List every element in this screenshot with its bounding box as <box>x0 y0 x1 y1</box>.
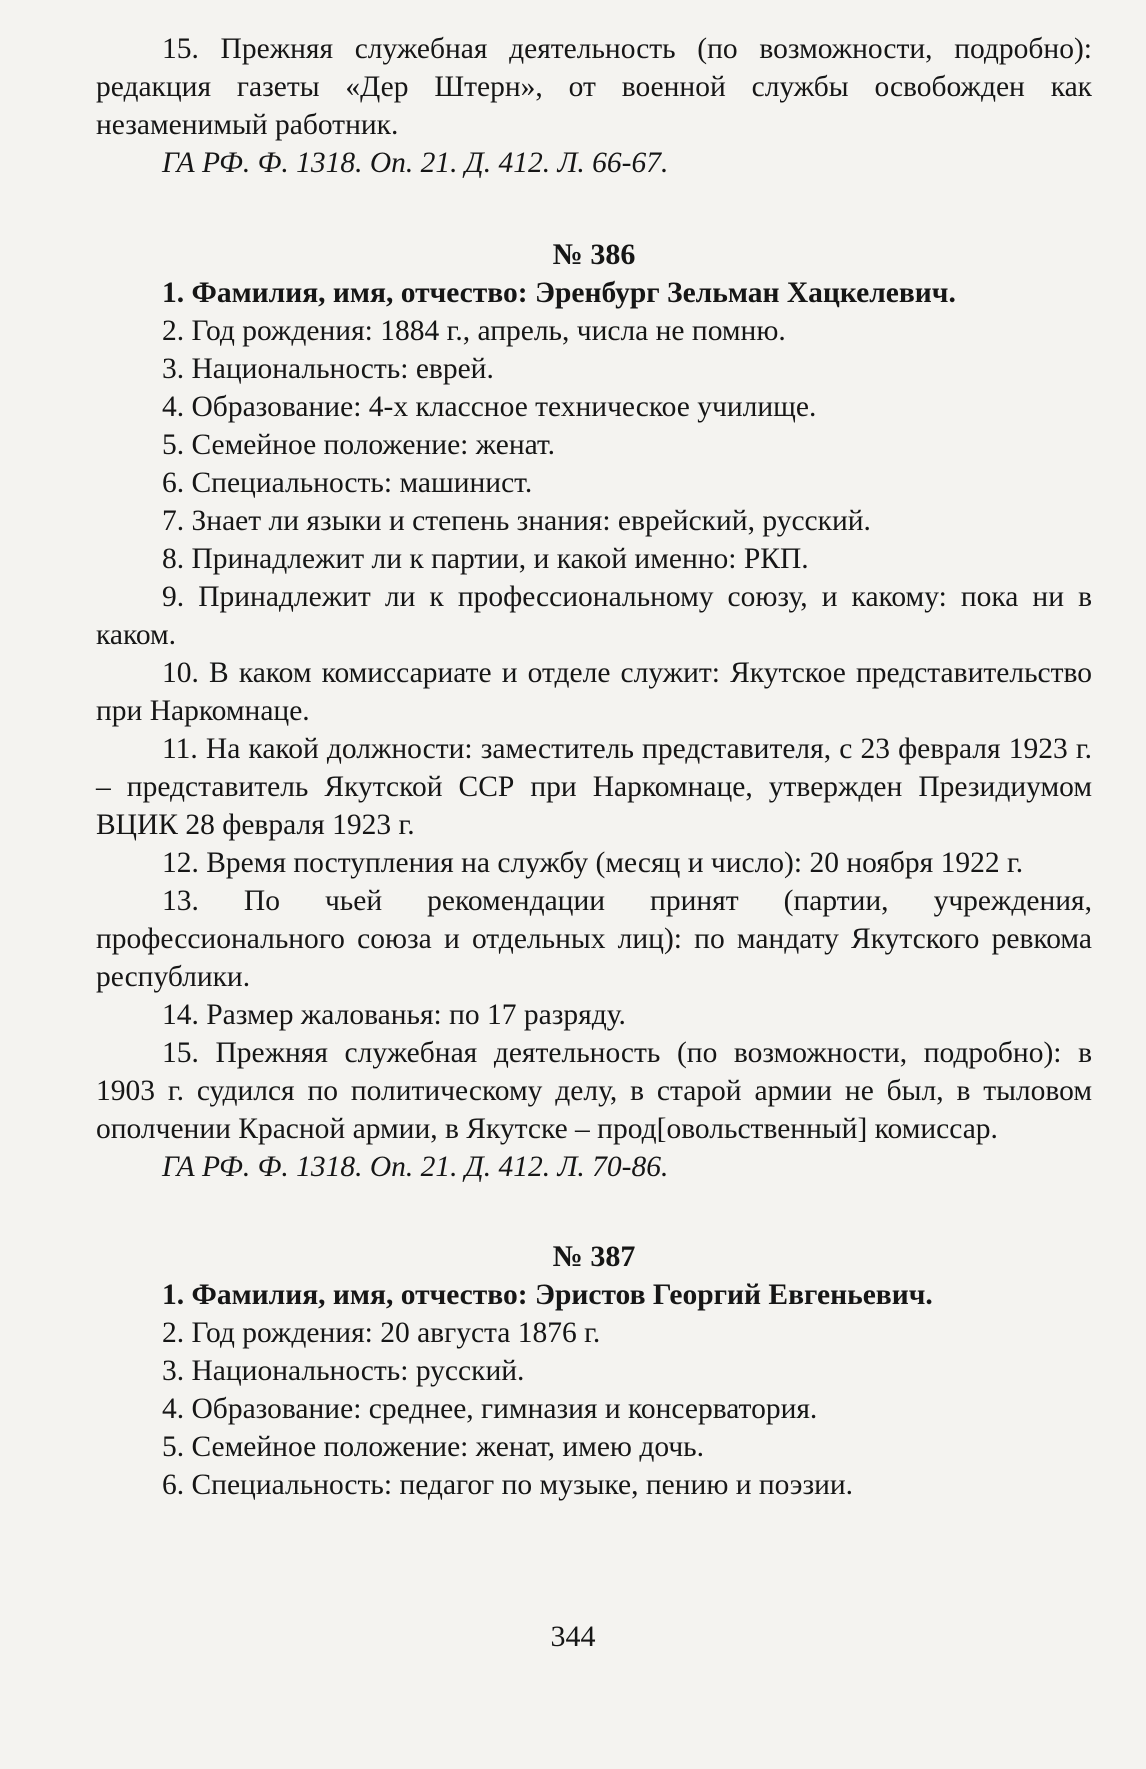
item-386-2: 2. Год рождения: 1884 г., апрель, числа не помню. <box>162 315 786 347</box>
item-386-14: 14. Размер жалованья: по 17 разряду. <box>162 999 626 1031</box>
archive-source-1: ГА РФ. Ф. 1318. Оп. 21. Д. 412. Л. 66-67. <box>162 147 669 179</box>
document-number-386: № 386 <box>552 238 636 271</box>
paragraph-previous-15: 15. Прежняя служебная деятельность (по возможности, подробно): редакция газеты «Дер Штерн», от военной службы освобожден как незаменимый работник. <box>96 33 1092 141</box>
item-387-5: 5. Семейное положение: женат, имею дочь. <box>162 1431 705 1463</box>
item-386-8: 8. Принадлежит ли к партии, и какой именно: РКП. <box>162 543 809 575</box>
item-386-7: 7. Знает ли языки и степень знания: еврейский, русский. <box>162 505 871 537</box>
page-number: 344 <box>550 1620 596 1653</box>
document-page <box>96 30 1092 1504</box>
item-386-10: 10. В каком комиссариате и отделе служит: Якутское представительство при Наркомнаце. <box>96 657 1092 727</box>
item-386-6: 6. Специальность: машинист. <box>162 467 533 499</box>
item-386-13: 13. По чьей рекомендации принят (партии, учреждения, профессионального союза и отдельных лиц): по мандату Якутского ревкома республики. <box>96 885 1092 993</box>
archive-source-386: ГА РФ. Ф. 1318. Оп. 21. Д. 412. Л. 70-86. <box>162 1151 669 1183</box>
item-387-4: 4. Образование: среднее, гимназия и консерватория. <box>162 1393 818 1425</box>
item-386-12: 12. Время поступления на службу (месяц и число): 20 ноября 1922 г. <box>162 847 1024 879</box>
item-387-1: 1. Фамилия, имя, отчество: Эристов Георгий Евгеньевич. <box>162 1279 933 1311</box>
item-386-3: 3. Национальность: еврей. <box>162 353 494 385</box>
item-386-4: 4. Образование: 4-х классное техническое училище. <box>162 391 817 423</box>
item-386-9: 9. Принадлежит ли к профессиональному союзу, и какому: пока ни в каком. <box>96 581 1092 651</box>
item-386-1: 1. Фамилия, имя, отчество: Эренбург Зельман Хацкелевич. <box>162 277 956 309</box>
document-number-387: № 387 <box>552 1240 636 1273</box>
item-387-6: 6. Специальность: педагог по музыке, пению и поэзии. <box>162 1469 854 1501</box>
item-387-2: 2. Год рождения: 20 августа 1876 г. <box>162 1317 601 1349</box>
item-386-5: 5. Семейное положение: женат. <box>162 429 556 461</box>
item-387-3: 3. Национальность: русский. <box>162 1355 525 1387</box>
item-386-11: 11. На какой должности: заместитель представителя, с 23 февраля 1923 г. – представитель Якутской ССР при Наркомнаце, утвержден Президиумом ВЦИК 28 февраля 1923 г. <box>96 733 1092 841</box>
item-386-15: 15. Прежняя служебная деятельность (по возможности, подробно): в 1903 г. судился по политическому делу, в старой армии не был, в тыловом ополчении Красной армии, в Якутске – прод[овольственный] комиссар. <box>96 1037 1092 1145</box>
